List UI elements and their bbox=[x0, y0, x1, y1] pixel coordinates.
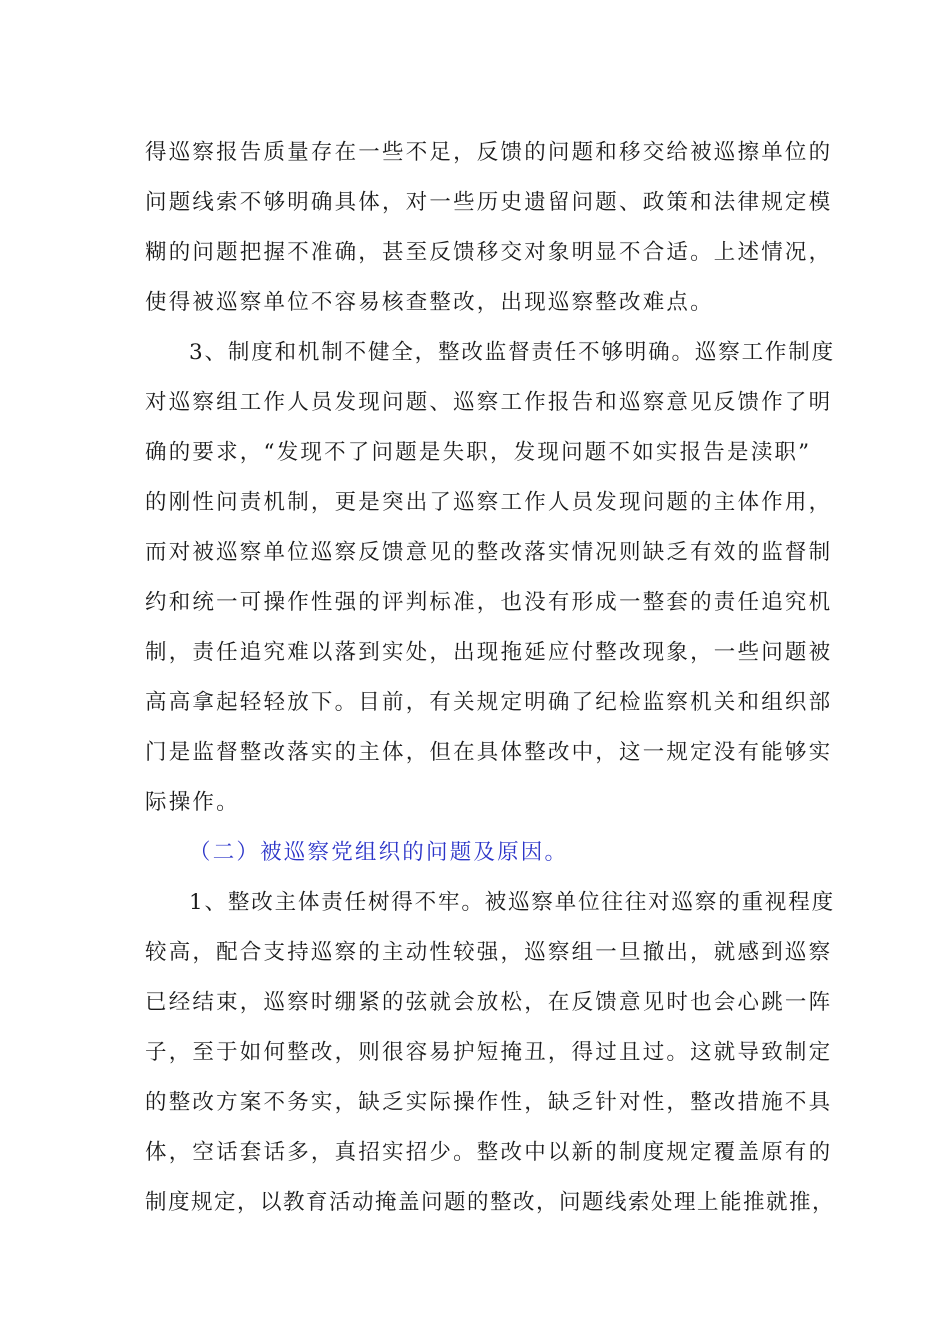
text-line: 糊的问题把握不准确，甚至反馈移交对象明显不合适。上述情况， bbox=[145, 240, 833, 265]
text-line: 的整改方案不务实，缺乏实际操作性，缺乏针对性，整改措施不具 bbox=[145, 1090, 833, 1115]
paragraph-start-line: 3、制度和机制不健全，整改监督责任不够明确。巡察工作制度 bbox=[189, 340, 835, 365]
text-line: 对巡察组工作人员发现问题、巡察工作报告和巡察意见反馈作了明 bbox=[145, 390, 833, 415]
document-body bbox=[145, 128, 835, 1228]
text-line: 际操作。 bbox=[145, 790, 240, 815]
section-heading: （二）被巡察党组织的问题及原因。 bbox=[189, 840, 569, 865]
text-line: 子，至于如何整改，则很容易护短掩丑，得过且过。这就导致制定 bbox=[145, 1040, 833, 1065]
text-line: 得巡察报告质量存在一些不足，反馈的问题和移交给被巡擦单位的 bbox=[145, 140, 833, 165]
text-line: 确的要求，“发现不了问题是失职，发现问题不如实报告是渎职” bbox=[145, 440, 812, 465]
text-line: 已经结束，巡察时绷紧的弦就会放松，在反馈意见时也会心跳一阵 bbox=[145, 990, 833, 1015]
text-line: 制，责任追究难以落到实处，出现拖延应付整改现象，一些问题被 bbox=[145, 640, 833, 665]
text-line: 体，空话套话多，真招实招少。整改中以新的制度规定覆盖原有的 bbox=[145, 1140, 833, 1165]
text-line: 制度规定，以教育活动掩盖问题的整改，问题线索处理上能推就推， bbox=[145, 1190, 835, 1215]
text-line: 门是监督整改落实的主体，但在具体整改中，这一规定没有能够实 bbox=[145, 740, 833, 765]
text-line: 而对被巡察单位巡察反馈意见的整改落实情况则缺乏有效的监督制 bbox=[145, 540, 833, 565]
text-line: 的刚性问责机制，更是突出了巡察工作人员发现问题的主体作用， bbox=[145, 490, 833, 515]
text-line: 高高拿起轻轻放下。目前，有关规定明确了纪检监察机关和组织部 bbox=[145, 690, 833, 715]
text-line: 较高，配合支持巡察的主动性较强，巡察组一旦撤出，就感到巡察 bbox=[145, 940, 833, 965]
paragraph-start-line: 1、整改主体责任树得不牢。被巡察单位往往对巡察的重视程度 bbox=[189, 890, 835, 915]
text-line: 问题线索不够明确具体，对一些历史遗留问题、政策和法律规定模 bbox=[145, 190, 833, 215]
text-line: 使得被巡察单位不容易核查整改，出现巡察整改难点。 bbox=[145, 290, 714, 315]
text-line: 约和统一可操作性强的评判标准，也没有形成一整套的责任追究机 bbox=[145, 590, 833, 615]
